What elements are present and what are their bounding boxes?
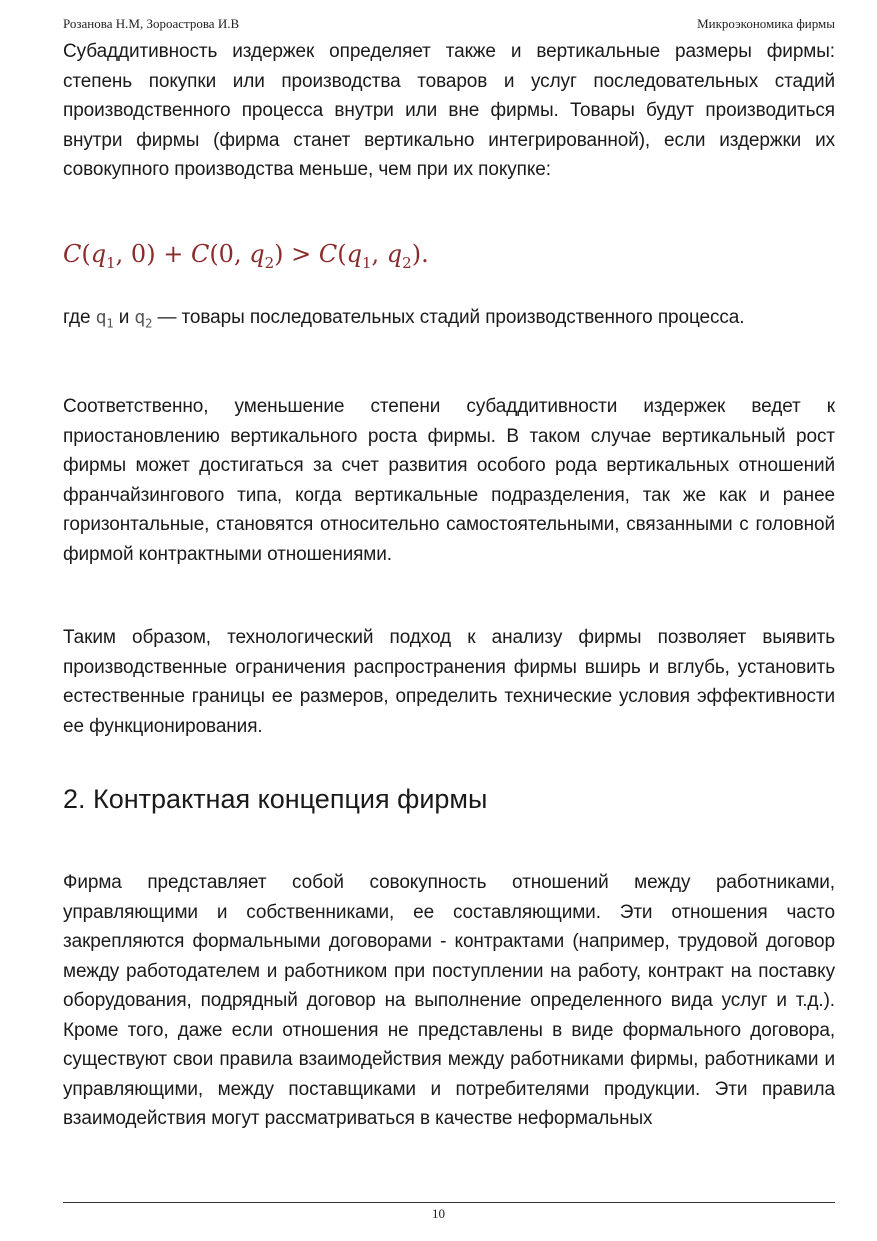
header-title: Микроэкономика фирмы bbox=[697, 16, 835, 31]
text-part: — товары последовательных стадий производственного процесса. bbox=[157, 307, 745, 328]
paragraph-contract-concept: Фирма представляет собой совокупность отношений между работниками, управляющими и собственниками, ее составляющими. Эти отношения часто закрепляются формальными договорами - контрактами (например, трудовой договор между работодателем и работником при поступлении на работу, контракт на поставку оборудования, подрядный договор на выполнение определенного вида услуг и т.д.). Кроме того, даже если отношения не представлены в виде формального договора, существуют свои правила взаимодействия между работниками фирмы, работниками и управляющими, между поставщиками и потребителями продукции. Эти правила взаимодействия могут рассматриваться в качестве неформальных bbox=[63, 872, 835, 1129]
formula-part: ). bbox=[411, 240, 429, 268]
paragraph-vertical-growth: Соответственно, уменьшение степени субаддитивности издержек ведет к приостановлению вертикального роста фирмы. В таком случае вертикальный рост фирмы может достигаться за счет развития особого рода вертикальных отношений франчайзингового типа, когда вертикальные подразделения, так же как и ранее горизонтальные, становятся относительно самостоятельными, связанными с головной фирмой контрактными отношениями. bbox=[63, 396, 835, 565]
paragraph-technological-approach: Таким образом, технологический подход к анализу фирмы позволяет выявить производственные ограничения распространения фирмы вширь и вглубь, установить естественные границы ее размеров, определить технические условия эффективности ее функционирования. bbox=[63, 627, 835, 737]
page-number: 10 bbox=[432, 1206, 445, 1221]
formula-part: C bbox=[63, 240, 82, 268]
variable-subscript: 1 bbox=[106, 316, 114, 331]
formula-cost-inequality bbox=[63, 240, 429, 280]
formula-part: 2 bbox=[402, 253, 412, 272]
formula-part: ) > bbox=[274, 240, 319, 268]
text-part: и bbox=[118, 307, 130, 328]
formula-part: C bbox=[190, 240, 210, 268]
variable-q1 bbox=[95, 307, 114, 331]
formula-part: 1 bbox=[361, 253, 372, 272]
paragraph-where bbox=[63, 301, 835, 341]
variable-letter: q bbox=[134, 307, 146, 328]
header-authors: Розанова Н.М, Зороастрова И.В bbox=[63, 16, 240, 31]
formula-part: q bbox=[346, 240, 362, 268]
variable-subscript: 2 bbox=[145, 316, 153, 331]
text-part: где bbox=[63, 307, 91, 328]
formula-part: , bbox=[371, 240, 387, 268]
formula-part: , 0) + bbox=[115, 240, 191, 268]
variable-letter: q bbox=[95, 307, 107, 328]
variable-q2 bbox=[134, 307, 153, 331]
formula-part: q bbox=[386, 240, 403, 268]
formula-part: q bbox=[90, 240, 107, 268]
paragraph-subadditivity: Субаддитивность издержек определяет также и вертикальные размеры фирмы: степень покупки или производства товаров и услуг последовательных стадий производственного процесса внутри или вне фирмы. Товары будут производиться внутри фирмы (фирма станет вертикально интегрированной), если издержки их совокупного производства меньше, чем при их покупке: bbox=[63, 41, 835, 180]
formula-part: ( bbox=[337, 240, 347, 268]
formula-part: (0, bbox=[209, 240, 250, 268]
formula-part: ( bbox=[81, 240, 91, 268]
formula-part: q bbox=[249, 240, 265, 268]
formula-part: 2 bbox=[264, 253, 275, 272]
section-heading: 2. Контрактная концепция фирмы bbox=[63, 784, 488, 814]
footer-divider bbox=[63, 1202, 835, 1203]
page-header bbox=[63, 16, 835, 36]
formula-part: C bbox=[318, 240, 338, 268]
formula-part: 1 bbox=[106, 253, 116, 272]
